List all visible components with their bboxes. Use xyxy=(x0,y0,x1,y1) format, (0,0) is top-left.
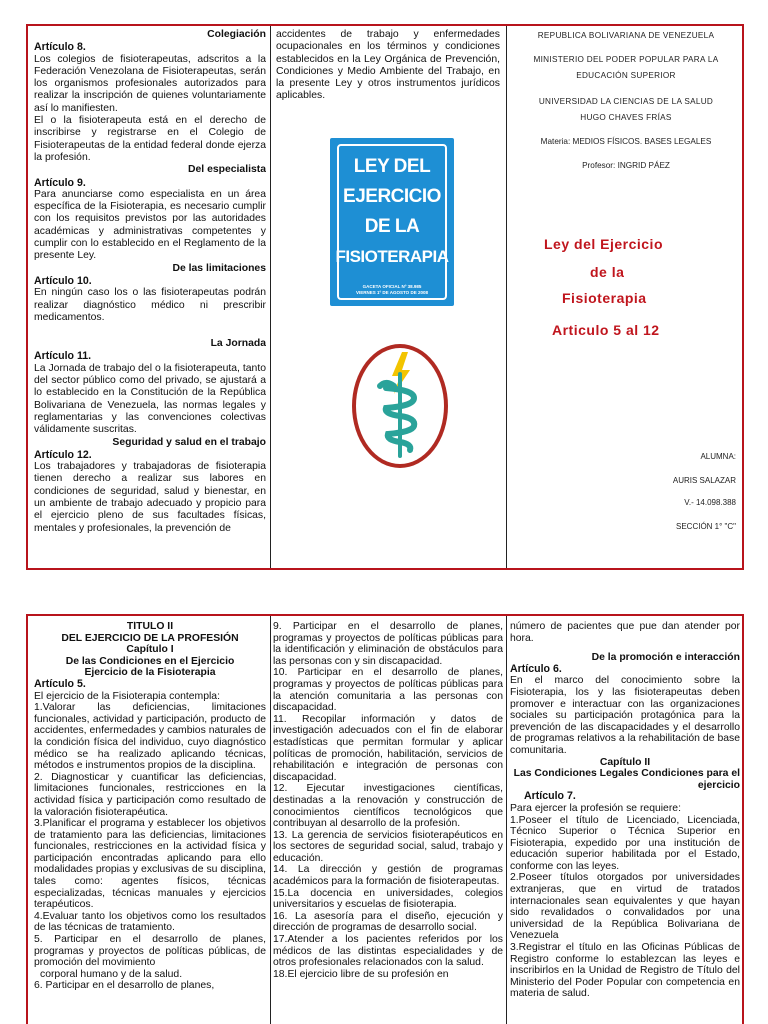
chapter-subheading: Las Condiciones Legales Condiciones para el ejercicio xyxy=(513,768,740,791)
article-6-title: Artículo 6. xyxy=(510,662,562,675)
article-8-title: Artículo 8. xyxy=(34,41,86,54)
list-item: 17.Atender a los pacientes referidos por los médicos de las distintas especialidades y de otros profesionales relacionados con la salud. xyxy=(273,934,503,969)
section-heading-especialista: Del especialista xyxy=(188,164,266,176)
requirement-item: 3.Registrar el título en las Oficinas Públicas de Registro conforme lo establezcan las leyes e inscribirlos en la Unidad de Registro de Título del Ministerio del Poder Popular con competencia en materia de salud. xyxy=(510,942,740,1000)
article-5-column xyxy=(34,621,266,1024)
articles-6-7-column xyxy=(510,621,740,1024)
list-item: 13. La gerencia de servicios fisioterapéuticos en los sectores de seguridad social, salud, trabajo y educación. xyxy=(273,829,503,864)
list-item: 5. Participar en el desarrollo de planes, programas y proyectos de políticas públicas, de promoción del movimiento xyxy=(34,934,266,969)
law-book-cover-image xyxy=(330,138,454,306)
student-label: ALUMNA: xyxy=(700,452,736,461)
list-item: 16. La asesoría para el diseño, ejecución y dirección de programas de desarrollo social. xyxy=(273,910,503,934)
requirement-item: 1.Poseer el título de Licenciado, Licenciada, Técnico Superior o Técnica Superior en Fisioterapia, expedido por una institución de educación superior habilitada por el Estado, conforme con las leyes. xyxy=(510,814,740,872)
section-heading-limitaciones: De las limitaciones xyxy=(172,262,266,274)
article-10-title: Artículo 10. xyxy=(34,274,92,287)
article-8-paragraph: El o la fisioterapeuta está en el derecho de inscribirse y registrarse en el Colegio de Fisioterapeutas de la entidad federal donde ejerza la profesión. xyxy=(34,115,266,163)
chapter-heading: Capítulo II xyxy=(599,756,651,768)
brochure-inside-panel xyxy=(26,614,744,1024)
section-heading-jornada: La Jornada xyxy=(210,338,266,350)
list-item: 14. La dirección y gestión de programas académicos para la formación de fisioterapeutas. xyxy=(273,864,503,888)
student-section: SECCIÓN 1° "C" xyxy=(676,522,736,531)
list-item: 18.El ejercicio libre de su profesión en xyxy=(273,968,449,980)
article-6-paragraph: En el marco del conocimiento sobre la Fisioterapia, los y las fisioterapeutas deben promover e interactuar con las organizaciones sociales su participación protagónica para la prevención de las discapacidades y el desarrollo de programas relativos a la rehabilitación de base comunitaria. xyxy=(510,675,740,756)
book-footer xyxy=(330,284,454,296)
article-12-continuation: accidentes de trabajo y enfermedades ocupacionales en los términos y condiciones establecidos en la Ley Orgánica de Prevención, Condiciones y Medio Ambiente del Trabajo, en la presente Ley y otros instrumentos jurídicos aplicables. xyxy=(276,29,500,102)
article-11-paragraph: La Jornada de trabajo del o la fisioterapeuta, tanto del sector público como del privado, se ajustará a lo establecido en la Constitución de la República Bolivariana de Venezuela, las normas legales y reglamentarias y las convenciones colectivas válidamente suscritas. xyxy=(34,362,266,436)
article-9-title: Artículo 9. xyxy=(34,176,86,189)
article-7-title: Artículo 7. xyxy=(524,790,576,803)
title-heading: TÍTULO II xyxy=(126,621,174,632)
university-name: UNIVERSIDAD LA CIENCIAS DE LA SALUD xyxy=(538,97,714,106)
cover-column xyxy=(508,26,744,568)
ministry-name: MINISTERIO DEL PODER POPULAR PARA LA xyxy=(533,55,719,64)
chapter-heading: Capítulo I xyxy=(126,644,174,656)
article-5-continuation-column xyxy=(273,621,503,1024)
article-5-intro: El ejercicio de la Fisioterapia contempla: xyxy=(34,690,220,702)
book-title-line: FISIOTERAPIA xyxy=(335,247,449,266)
list-item: corporal humano y de la salud. xyxy=(40,968,183,980)
article-5-title: Artículo 5. xyxy=(34,677,86,690)
column-divider xyxy=(270,26,271,568)
list-item: 4.Evaluar tanto los objetivos como los resultados de las técnicas de tratamiento. xyxy=(34,910,266,934)
book-title-line: EJERCICIO xyxy=(343,186,441,207)
list-item: 12. Ejecutar investigaciones científicas, destinadas a la renovación y construcción de conocimientos científicos tecnológicos que contribuyan al desarrollo de la profesión. xyxy=(273,783,503,830)
list-item: 6. Participar en el desarrollo de planes, xyxy=(34,980,215,992)
list-item: 3.Planificar el programa y establecer los objetivos de tratamiento para las deficiencias, limitaciones funcionales, restricciones en la actividad física y participación encontradas aplicando para ello modalidades propias y exclusivas de su disciplina, tales como: agentes físicos, técnicas especializadas, técnicas manuales y ejercicios terapéuticos. xyxy=(34,818,266,911)
book-title-line: DE LA xyxy=(364,216,420,237)
article-12-title: Artículo 12. xyxy=(34,448,92,461)
institution-name: REPUBLICA BOLIVARIANA DE VENEZUELA xyxy=(537,31,715,40)
document-title: Fisioterapia xyxy=(562,290,647,306)
list-item: 10. Participar en el desarrollo de planes, programas y proyectos de políticas públicas para la atención comunitaria a las personas con discapacidad. xyxy=(273,667,503,714)
requirement-item: 2.Poseer títulos otorgados por universidades extranjeras, que en virtud de tratados internacionales sean equivalentes y que hayan sido revalidados o convalidados por una universidad de la República Bolivariana de Venezuela xyxy=(510,872,740,942)
ministry-name: EDUCACIÓN SUPERIOR xyxy=(576,71,676,80)
book-footer-line: GACETA OFICIAL Nº 38.985 xyxy=(362,284,422,289)
section-heading-seguridad: Seguridad y salud en el trabajo xyxy=(112,436,266,448)
list-item: 15.La docencia en universidades, colegios universitarios y escuelas de fisioterapia. xyxy=(273,887,503,911)
list-item: 11. Recopilar información y datos de investigación adecuados con el fin de elaborar estadísticas que permitan formular y aplicar políticas de promoción, habilitación, servicios de rehabilitación e integración de personas con discapacidad. xyxy=(273,713,503,783)
title-heading: DEL EJERCICIO DE LA PROFESIÓN xyxy=(61,632,239,644)
article-8-paragraph: Los colegios de fisioterapeutas, adscritos a la Federación Venezolana de Fisioterapeutas, serán los organismos profesionales autorizados para realizar la inscripción de quienes voluntariamente así lo manifiesten. xyxy=(34,53,266,114)
document-subtitle: Articulo 5 al 12 xyxy=(552,322,660,338)
student-id: V.- 14.098.388 xyxy=(684,498,736,507)
list-item: 1.Valorar las deficiencias, limitaciones funcionales, actividad y participación, producto de accidentes, enfermedades y cambios naturales de la condición física del individuo, cuyo diagnóstico médico se ha realizado aplicando técnicas, métodos e instrumentos propios de la disciplina. xyxy=(34,702,266,772)
document-title: de la xyxy=(590,264,625,280)
caduceus-emblem-icon xyxy=(350,342,450,470)
section-heading-colegiacion: Colegiación xyxy=(207,29,266,40)
column-divider xyxy=(506,26,507,568)
articles-8-12-column xyxy=(34,29,266,568)
column-divider xyxy=(270,616,271,1024)
middle-column xyxy=(272,26,504,568)
university-name: HUGO CHAVES FRÍAS xyxy=(580,113,672,122)
article-12-paragraph: Los trabajadores y trabajadoras de fisioterapia tienen derecho a realizar sus labores en condiciones de seguridad, salud y bienestar, en un ambiente de trabajo adecuado y propicio para el ejercicio pleno de sus facultades físicas, mentales y profesionales, la prevención de xyxy=(34,461,266,534)
article-11-title: Artículo 11. xyxy=(34,350,92,363)
article-5-continuation: número de pacientes que pue dan atender por hora. xyxy=(510,621,740,644)
book-footer-line: VIERNES 1º DE AGOSTO DE 2008 xyxy=(356,290,428,295)
column-divider xyxy=(506,616,507,1024)
article-7-intro: Para ejercer la profesión se requiere: xyxy=(510,802,681,814)
article-10-paragraph: En ningún caso los o las fisioterapeutas podrán realizar diagnóstico médico ni prescribir medicamentos. xyxy=(34,287,266,323)
book-title-line: LEY DEL xyxy=(353,156,431,177)
article-9-paragraph: Para anunciarse como especialista en un área específica de la Fisioterapia, es necesario cumplir con los requisitos previstos por las autoridades académicas y administrativas competentes y cumplir con lo establecido en el Reglamento de la presente Ley. xyxy=(34,188,266,262)
student-name: AURIS SALAZAR xyxy=(672,476,736,485)
document-title: Ley del Ejercicio xyxy=(544,236,663,252)
brochure-front-panel xyxy=(26,24,744,570)
list-item: 2. Diagnosticar y cuantificar las deficiencias, limitaciones funcionales, restricciones en la actividad física y participación como resultado de la valoración fisioterapéutica. xyxy=(34,771,266,818)
professor-label: Profesor: INGRID PÁEZ xyxy=(582,161,670,170)
subject-label: Materia: MEDIOS FÍSICOS. BASES LEGALES xyxy=(540,137,712,146)
list-item: 9. Participar en el desarrollo de planes, programas y proyectos de políticas públicas para la identificación y eliminación de obstáculos para las personas con y sin discapacidad. xyxy=(273,621,503,667)
chapter-subheading: De las Condiciones en el Ejercicio xyxy=(65,655,235,667)
chapter-subheading: Ejercicio de la Fisioterapia xyxy=(84,667,216,679)
section-heading-promocion: De la promoción e interacción xyxy=(591,652,740,664)
